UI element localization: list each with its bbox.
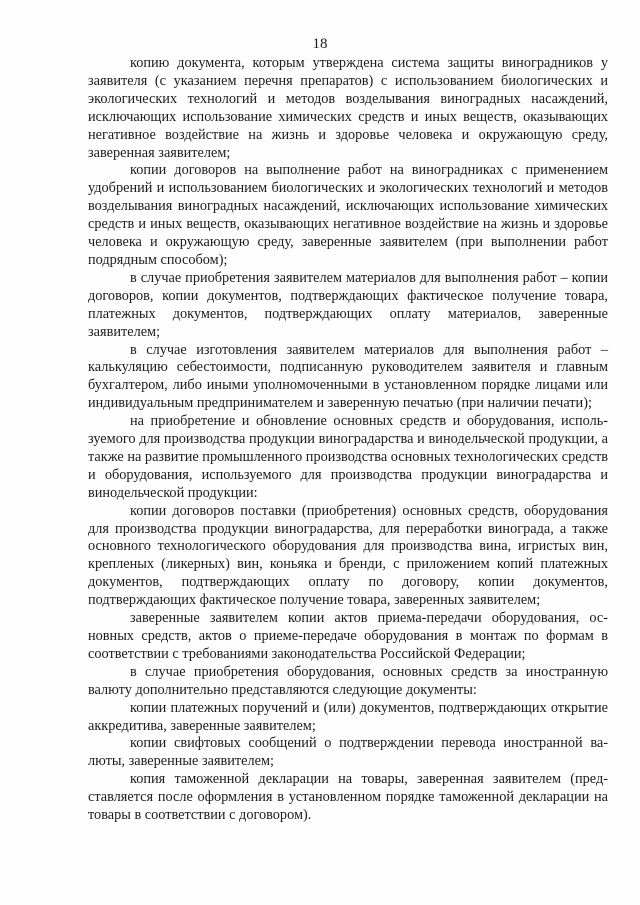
- paragraph: копии договоров поставки (приобретения) основных средств, оборудования для производства продукции виноградарства, для переработки винограда, а также основного технологического оборудования для производства вина, игристых вин, крепленых (ликерных) вин, коньяка и бренди, с приложением копий платежных документов, подтверждающих оплату по договору, копии документов, подтверждающих фактическое получение товара, заверенных заявителем;: [88, 502, 608, 609]
- page-number: 18: [312, 36, 328, 52]
- paragraph: в случае изготовления заявителем материалов для выполнения работ – калькуляцию себестоимости, подписанную руководителем заявителя и главным бухгалтером, либо иными уполномоченными в установленном порядке лицами или индивидуальным предпринимателем и заверенную печатью (при наличии печати);: [88, 341, 608, 412]
- paragraph: копии свифтовых сообщений о подтверждении перевода иностранной валюты, заверенные заявителем;: [88, 735, 608, 770]
- paragraph: в случае приобретения оборудования, основных средств за иностранную валюту дополнительно представляются следующие документы:: [88, 663, 608, 698]
- paragraph: копия таможенной декларации на товары, заверенная заявителем (представляется после оформления в установленном порядке таможенной декларации на товары в соответствии с договором).: [88, 771, 608, 824]
- paragraph: копии договоров на выполнение работ на виноградниках с применением удобрений и использованием биологических и экологических технологий и методов возделывания виноградных насаждений, исключающих использование химических средств и иных веществ, оказывающих негативное воздействие на жизнь и здоровье человека и окружающую среду, заверенные заявителем (при выполнении работ подрядным способом);: [88, 162, 608, 268]
- paragraph: копии платежных поручений и (или) документов, подтверждающих открытие аккредитива, заверенные заявителем;: [88, 699, 608, 734]
- paragraph: заверенные заявителем копии актов приема-передачи оборудования, основных средств, актов о приеме-передаче оборудования в монтаж по формам в соответствии с требованиями законодательства Российской Федерации;: [88, 610, 608, 662]
- paragraph: на приобретение и обновление основных средств и оборудования, используемого для производства продукции виноградарства и винодельческой продукции, а также на развитие промышленного производства основных технологических средств и оборудования, используемого для производства продукции виноградарства и винодельческой продукции:: [88, 413, 608, 501]
- paragraph: в случае приобретения заявителем материалов для выполнения работ – копии договоров, копии документов, подтверждающих фактическое получение товара, платежных документов, подтверждающих оплату материалов, заверенные заявителем;: [88, 269, 608, 340]
- document-body: [88, 55, 608, 825]
- paragraph: копию документа, которым утверждена система защиты виноградников у заявителя (с указанием перечня препаратов) с использованием биологических и экологических технологий и методов возделывания виноградных насаждений, исключающих использование химических средств и иных веществ, оказывающих негативное воздействие на жизнь и здоровье человека и окружающую среду, заверенная заявителем;: [88, 55, 608, 161]
